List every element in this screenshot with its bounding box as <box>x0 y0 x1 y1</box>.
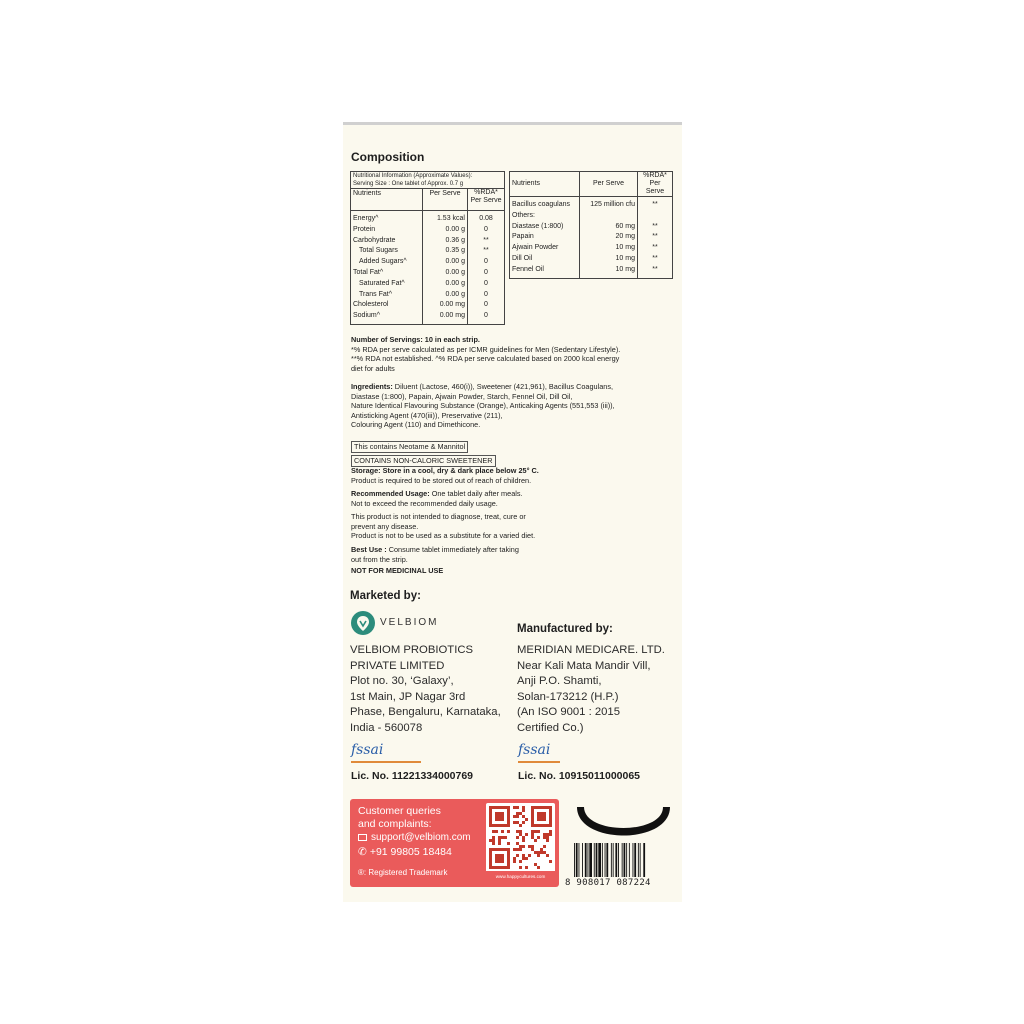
contact-box <box>350 799 559 887</box>
rda-value: ** <box>468 236 505 247</box>
per-serve-value: 0.00 g <box>423 279 468 290</box>
fssai-logo-icon: fssai <box>518 742 551 758</box>
per-serve-value: 20 mg <box>580 232 638 243</box>
table-row <box>351 246 505 257</box>
table-row <box>351 279 505 290</box>
brand-name: VELBIOM <box>380 617 439 628</box>
not-medicinal: NOT FOR MEDICINAL USE <box>351 566 444 576</box>
rda-value: 0 <box>468 257 505 268</box>
table-row <box>351 268 505 279</box>
table-row <box>351 225 505 236</box>
table-row <box>351 311 505 324</box>
table-row <box>510 211 673 222</box>
rda-value: ** <box>638 243 673 254</box>
phone-icon: ✆ <box>358 846 367 858</box>
per-serve-value: 0.00 mg <box>423 311 468 324</box>
per-serve-value: 60 mg <box>580 222 638 233</box>
nutrition-table <box>350 171 505 325</box>
velbiom-logo-icon <box>350 610 376 636</box>
contact-phone[interactable]: +91 99805 18484 <box>369 846 452 858</box>
rda-value: ** <box>638 197 673 211</box>
per-serve-value: 10 mg <box>580 254 638 265</box>
nutrient-name: Added Sugars^ <box>351 257 423 268</box>
composition-title: Composition <box>351 150 425 164</box>
storage-text: Product is required to be stored out of reach of children. <box>351 475 532 485</box>
rda-value: ** <box>638 254 673 265</box>
per-serve-value: 125 million cfu <box>580 197 638 211</box>
address-line: MERIDIAN MEDICARE. LTD. <box>517 644 665 656</box>
nutrient-name: Protein <box>351 225 423 236</box>
per-serve-value: 1.53 kcal <box>423 211 468 225</box>
address-line: Certified Co.) <box>517 721 584 734</box>
contains-neotame: This contains Neotame & Mannitol <box>351 441 468 453</box>
nutrient-name: Ajwain Powder <box>510 243 580 254</box>
disclaimer-text: Product is not to be used as a substitute for a varied diet. <box>351 531 536 541</box>
address-line: Phase, Bengaluru, Karnataka, <box>350 706 501 719</box>
barcode-digits: 8 908017 087224 <box>565 878 651 888</box>
probiotic-table <box>509 171 673 279</box>
col-header: %RDA* Per Serve <box>638 172 673 197</box>
table-row <box>510 222 673 233</box>
table-row <box>351 257 505 268</box>
address-line: Solan-173212 (H.P.) <box>517 690 619 703</box>
per-serve-value: 0.00 mg <box>423 300 468 311</box>
contact-heading: Customer queries <box>358 805 441 817</box>
rda-value: ** <box>638 222 673 233</box>
nutrition-caption: Nutritional Information (Approximate Values): <box>353 173 473 179</box>
per-serve-value: 10 mg <box>580 265 638 278</box>
ingredients-text: Diastase (1:800), Papain, Ajwain Powder, Starch, Fennel Oil, Dill Oil, <box>351 391 573 401</box>
barcode <box>565 803 676 895</box>
usage-text: Not to exceed the recommended daily usage. <box>351 498 498 508</box>
manufacturer-license: Lic. No. 10915011000065 <box>518 770 641 782</box>
address-line: Near Kali Mata Mandir Vill, <box>517 659 651 672</box>
rda-value: ** <box>638 232 673 243</box>
nutrient-name: Others: <box>510 211 580 222</box>
table-row <box>351 290 505 301</box>
col-header: Per Serve <box>580 172 638 197</box>
ingredients-text: Colouring Agent (110) and Dimethicone. <box>351 420 481 430</box>
rda-value: 0.08 <box>468 211 505 225</box>
fssai-underline <box>351 761 421 763</box>
rda-value <box>638 211 673 222</box>
nutrient-name: Cholesterol <box>351 300 423 311</box>
rda-note: *% RDA per serve calculated as per ICMR guidelines for Men (Sedentary Lifestyle). <box>351 344 621 354</box>
contact-heading: and complaints: <box>358 817 432 830</box>
nutrient-name: Dill Oil <box>510 254 580 265</box>
qr-code[interactable] <box>486 803 555 883</box>
per-serve-value: 0.00 g <box>423 268 468 279</box>
col-header: Per Serve <box>423 189 468 211</box>
nutrient-name: Saturated Fat^ <box>351 279 423 290</box>
nutrient-name: Sodium^ <box>351 311 423 324</box>
rda-value: ** <box>638 265 673 278</box>
nutrient-name: Diastase (1:800) <box>510 222 580 233</box>
fssai-underline <box>518 761 560 763</box>
disclaimer-text: This product is not intended to diagnose, treat, cure or <box>351 512 526 521</box>
nutrient-name: Trans Fat^ <box>351 290 423 301</box>
marketed-title: Marketed by: <box>350 590 421 602</box>
nutrient-name: Carbohydrate <box>351 236 423 247</box>
per-serve-value: 0.00 g <box>423 290 468 301</box>
col-header: %RDA* Per Serve <box>468 189 505 211</box>
disclaimer-text: prevent any disease. <box>351 521 419 531</box>
per-serve-value: 0.00 g <box>423 257 468 268</box>
fssai-logo-icon: fssai <box>351 742 384 758</box>
table-row <box>510 265 673 278</box>
table-row <box>510 232 673 243</box>
phone-row[interactable] <box>358 846 452 858</box>
nutrient-name: Fennel Oil <box>510 265 580 278</box>
nutrient-name: Papain <box>510 232 580 243</box>
col-header: Nutrients <box>351 189 423 211</box>
servings-text: Number of Servings: 10 in each strip. <box>351 335 480 344</box>
nutrient-name: Bacillus coagulans <box>510 197 580 211</box>
table-row <box>351 300 505 311</box>
email-row[interactable] <box>358 832 471 843</box>
address-line: India - 560078 <box>350 721 423 734</box>
per-serve-value: 10 mg <box>580 243 638 254</box>
per-serve-value: 0.00 g <box>423 225 468 236</box>
nutrient-name: Energy^ <box>351 211 423 225</box>
rda-note: **% RDA not established. ^% RDA per serve calculated based on 2000 kcal energy <box>351 354 620 364</box>
ingredients-text: Nature Identical Flavouring Substance (Orange), Anticaking Agents (551,553 (iii)), <box>351 401 615 411</box>
address-line: Plot no. 30, ‘Galaxy’, <box>350 675 454 688</box>
rda-value: 0 <box>468 279 505 290</box>
rda-value: 0 <box>468 225 505 236</box>
rda-value: ** <box>468 246 505 257</box>
non-caloric-notice: CONTAINS NON-CALORIC SWEETENER <box>351 455 496 467</box>
nutrient-name: Total Sugars <box>351 246 423 257</box>
per-serve-value: 0.36 g <box>423 236 468 247</box>
marketer-license: Lic. No. 11221334000769 <box>351 770 474 782</box>
rda-value: 0 <box>468 311 505 324</box>
best-use-text: Consume tablet immediately after taking <box>386 545 519 554</box>
marketer-address <box>350 643 510 737</box>
storage-text: Storage: Store in a cool, dry & dark place below 25° C. <box>351 466 539 475</box>
rda-value: 0 <box>468 268 505 279</box>
address-line: Anji P.O. Shamti, <box>517 675 602 688</box>
ingredients-text: Diluent (Lactose, 460(i)), Sweetener (421,961), Bacillus Coagulans, <box>392 382 614 391</box>
address-line: PRIVATE LIMITED <box>350 659 445 672</box>
usage-label: Recommended Usage: <box>351 489 430 498</box>
nutrient-name: Total Fat^ <box>351 268 423 279</box>
manufactured-title: Manufactured by: <box>517 623 613 635</box>
table-row <box>351 236 505 247</box>
contact-email[interactable]: support@velbiom.com <box>371 832 471 843</box>
qr-code-icon <box>489 806 552 869</box>
table-row <box>510 197 673 211</box>
rda-note: diet for adults <box>351 363 395 373</box>
best-use-text: out from the strip. <box>351 554 408 564</box>
ingredients-text: Antisticking Agent (470(iii)), Preservative (211), <box>351 410 503 420</box>
per-serve-value: 0.35 g <box>423 246 468 257</box>
per-serve-value <box>580 211 638 222</box>
qr-url: www.happycultures.com <box>486 871 555 883</box>
col-header: Nutrients <box>510 172 580 197</box>
table-row <box>510 254 673 265</box>
table-row <box>510 243 673 254</box>
table-row <box>351 211 505 225</box>
address-line: (An ISO 9001 : 2015 <box>517 706 620 719</box>
mail-icon <box>358 834 367 841</box>
ingredients-label: Ingredients: <box>351 382 393 391</box>
best-use-label: Best Use : <box>351 545 387 554</box>
usage-text: One tablet daily after meals. <box>429 489 523 498</box>
address-line: 1st Main, JP Nagar 3rd <box>350 690 466 703</box>
ingredients <box>351 382 671 430</box>
serving-size: Serving Size : One tablet of Approx. 0.7 g <box>353 181 464 187</box>
manufacturer-address <box>517 643 677 737</box>
trademark-note: ®: Registered Trademark <box>358 868 448 877</box>
rda-value: 0 <box>468 300 505 311</box>
rda-value: 0 <box>468 290 505 301</box>
address-line: VELBIOM PROBIOTICS <box>350 644 474 656</box>
